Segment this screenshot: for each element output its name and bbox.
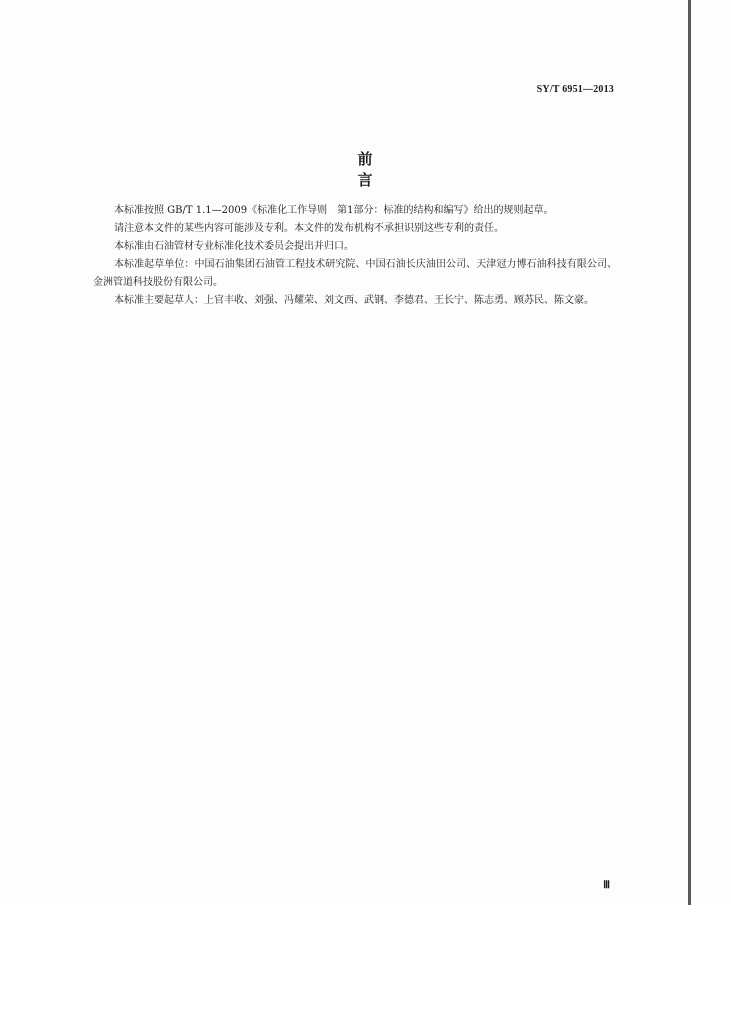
- page-number: Ⅲ: [603, 880, 610, 891]
- paragraph-drafting-units: 本标准起草单位：中国石油集团石油管工程技术研究院、中国石油长庆油田公司、天津冠力博石油科技有限公司、金洲管道科技股份有限公司。: [93, 259, 617, 288]
- standard-code: SY/T 6951—2013: [536, 84, 614, 95]
- scan-margin: [0, 905, 731, 1024]
- paragraph-committee: 本标准由石油管材专业标准化技术委员会提出并归口。: [114, 241, 354, 252]
- paragraph-patent-notice: 请注意本文件的某些内容可能涉及专利。本文件的发布机构不承担识别这些专利的责任。: [114, 223, 504, 234]
- paragraph-drafters: 本标准主要起草人：上官丰收、刘强、冯耀荣、刘文西、武钢、李德君、王长宁、陈志勇、顾苏民、陈文豪。: [114, 295, 594, 306]
- foreword-body: [93, 202, 617, 310]
- scan-edge-line: [688, 0, 691, 905]
- page-title: 前 言: [357, 150, 487, 189]
- paragraph-drafting-rules: 本标准按照 GB/T 1.1—2009《标准化工作导则 第1部分：标准的结构和编写》给出的规则起草。: [114, 205, 554, 216]
